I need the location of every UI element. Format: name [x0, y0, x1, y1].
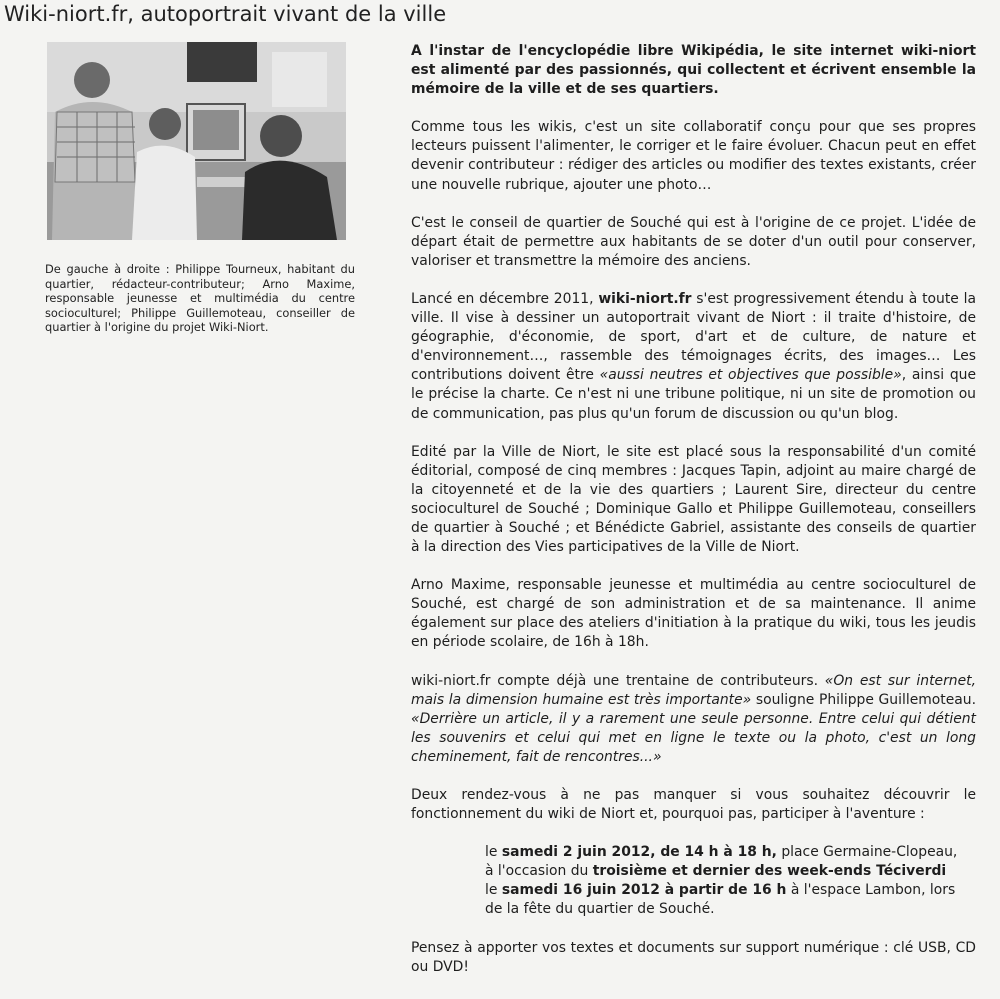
- paragraph-2: C'est le conseil de quartier de Souché qui est à l'origine de ce projet. L'idée de départ était de permettre aux habitants de se doter d'un outil pour conserver, valoriser et transmettre la mémoire des anciens.: [411, 214, 976, 269]
- event-line-1: le samedi 2 juin 2012, de 14 h à 18 h, place Germaine-Clopeau,: [485, 844, 958, 861]
- paragraph-6: wiki-niort.fr compte déjà une trentaine de contributeurs. «On est sur internet, mais la dimension humaine est très importante» souligne Philippe Guillemoteau. «Derrière un article, il y a rarement une seule personne. Entre celui qui détient les souvenirs et celui qui met en ligne le texte ou la photo, c'est un long cheminement, fait de rencontres...»: [411, 672, 976, 765]
- article-lead: A l'instar de l'encyclopédie libre Wikipédia, le site internet wiki-niort est alimenté par des passionnés, qui collectent et écrivent ensemble la mémoire de la ville et de ses quartiers.: [411, 43, 976, 98]
- event-list: [485, 843, 976, 919]
- paragraph-8: Pensez à apporter vos textes et documents sur support numérique : clé USB, CD ou DVD!: [411, 939, 976, 975]
- photo-caption: De gauche à droite : Philippe Tourneux, habitant du quartier, rédacteur-contributeur; Arno Maxime, responsable jeunesse et multimédia du centre socioculturel; Philippe Guillemoteau, conseiller de quartier à l'origine du projet Wiki-Niort.: [45, 262, 355, 334]
- article-title: Wiki-niort.fr, autoportrait vivant de la ville: [4, 2, 447, 26]
- article-photo: [47, 42, 346, 240]
- event-line-2: à l'occasion du troisième et dernier des week-ends Téciverdi: [485, 863, 947, 880]
- paragraph-3: Lancé en décembre 2011, wiki-niort.fr s'est progressivement étendu à toute la ville. Il vise à dessiner un autoportrait vivant de Niort : il traite d'histoire, de géographie, d'économie, de sport, d'art et de culture, de nature et d'environnement…, rassemble des témoignages écrits, des images… Les contributions doivent être «aussi neutres et objectives que possible», ainsi que le précise la charte. Ce n'est ni une tribune politique, ni un site de promotion ou de communication, pas plus qu'un forum de discussion ou qu'un blog.: [411, 290, 977, 422]
- paragraph-7: Deux rendez-vous à ne pas manquer si vous souhaitez découvrir le fonctionnement du wiki de Niort et, pourquoi pas, participer à l'aventure :: [411, 787, 976, 823]
- paragraph-4: Edité par la Ville de Niort, le site est placé sous la responsabilité d'un comité éditorial, composé de cinq membres : Jacques Tapin, adjoint au maire chargé de la citoyenneté et de la vie des quartiers ; Laurent Sire, directeur du centre socioculturel de Souché ; Dominique Gallo et Philippe Guillemoteau, conseillers de quartier à Souché ; et Bénédicte Gabriel, assistante des conseils de quartier à la direction des Vies participatives de la Ville de Niort.: [411, 443, 976, 556]
- article-body: [411, 42, 976, 977]
- paragraph-1: Comme tous les wikis, c'est un site collaboratif conçu pour que ses propres lecteurs puissent l'alimenter, le corriger et le faire évoluer. Chacun peut en effet devenir contributeur : rédiger des articles ou modifier des textes existants, créer une nouvelle rubrique, ajouter une photo…: [411, 119, 976, 193]
- photo-image: [47, 42, 346, 240]
- event-line-3: le samedi 16 juin 2012 à partir de 16 h à l'espace Lambon, lors: [485, 882, 956, 899]
- event-line-4: de la fête du quartier de Souché.: [485, 901, 715, 918]
- paragraph-5: Arno Maxime, responsable jeunesse et multimédia au centre socioculturel de Souché, est chargé de son administration et de sa maintenance. Il anime également sur place des ateliers d'initiation à la pratique du wiki, tous les jeudis en période scolaire, de 16h à 18h.: [411, 577, 976, 651]
